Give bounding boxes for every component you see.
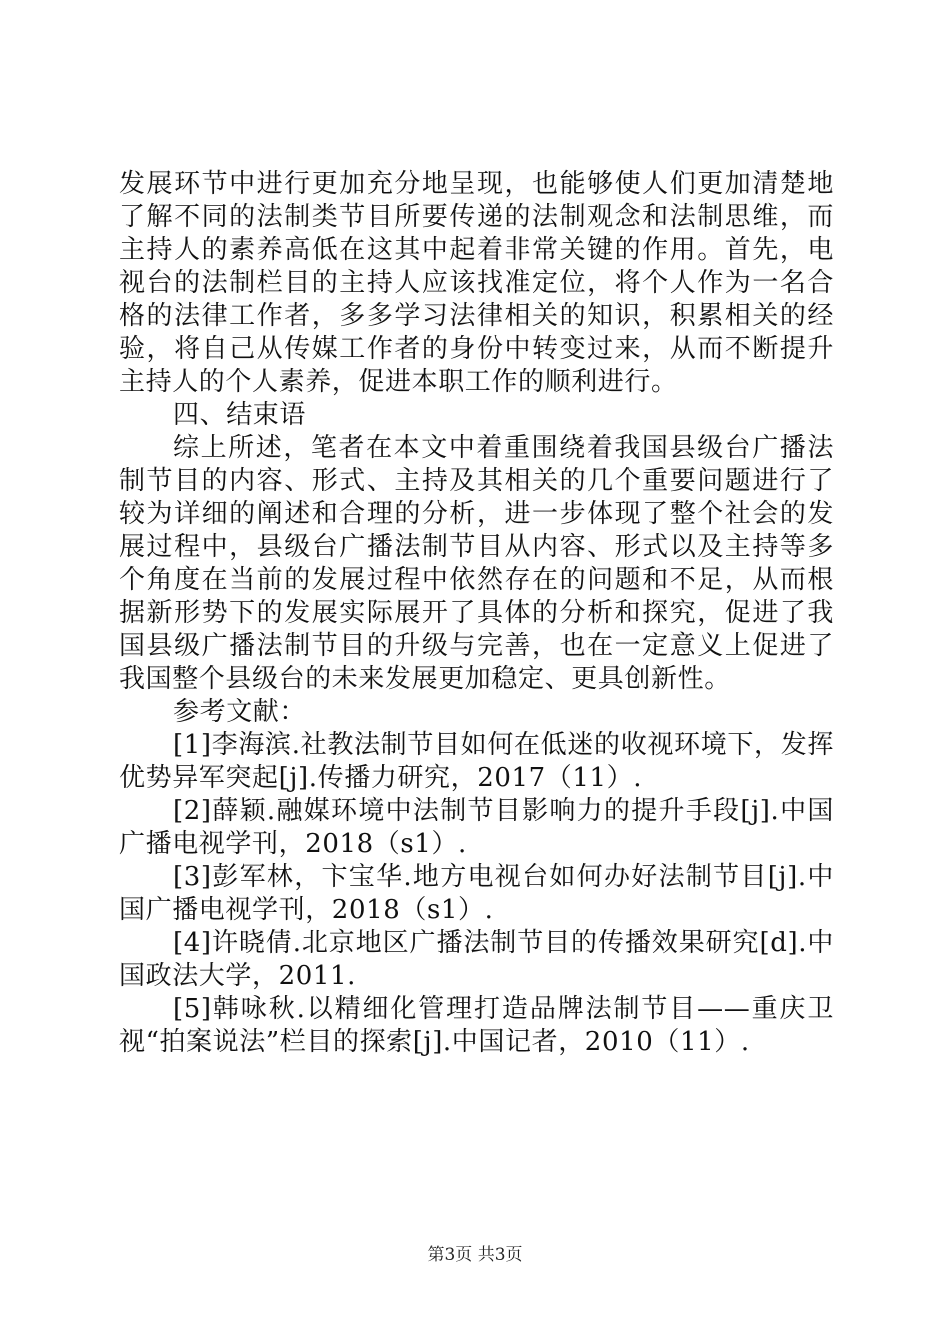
conclusion-paragraph: 综上所述，笔者在本文中着重围绕着我国县级台广播法制节目的内容、形式、主持及其相关的几个重要问题进行了较为详细的阐述和合理的分析，进一步体现了整个社会的发展过程中，县级台广播法制节目从内容、形式以及主持等多个角度在当前的发展过程中依然存在的问题和不足，从而根据新形势下的发展实际展开了具体的分析和探究，促进了我国县级广播法制节目的升级与完善，也在一定意义上促进了我国整个县级台的未来发展更加稳定、更具创新性。 <box>119 433 834 694</box>
body-paragraph: 发展环节中进行更加充分地呈现，也能够使人们更加清楚地了解不同的法制类节目所要传递的法制观念和法制思维，而主持人的素养高低在这其中起着非常关键的作用。首先，电视台的法制栏目的主持人应该找准定位，将个人作为一名合格的法律工作者，多多学习法律相关的知识，积累相关的经验，将自己从传媒工作者的身份中转变过来，从而不断提升主持人的个人素养，促进本职工作的顺利进行。 <box>119 169 834 397</box>
reference-item-3: [3]彭军林，卞宝华.地方电视台如何办好法制节目[j].中国广播电视学刊，2018（s1）. <box>119 862 834 925</box>
references-heading: 参考文献： <box>173 697 307 727</box>
reference-item-1: [1]李海滨.社教法制节目如何在低迷的收视环境下，发挥优势异军突起[j].传播力研究，2017（11）. <box>119 730 834 793</box>
reference-item-2: [2]薛颖.融媒环境中法制节目影响力的提升手段[j].中国广播电视学刊，2018（s1）. <box>119 796 834 859</box>
reference-item-5: [5]韩咏秋.以精细化管理打造品牌法制节目——重庆卫视“拍案说法”栏目的探索[j].中国记者，2010（11）. <box>119 994 834 1057</box>
section-heading: 四、结束语 <box>173 400 307 430</box>
reference-item-4: [4]许晓倩.北京地区广播法制节目的传播效果研究[d].中国政法大学，2011. <box>119 928 834 991</box>
document-body <box>119 168 834 1059</box>
page-footer: 第3页 共3页 <box>427 1245 523 1265</box>
